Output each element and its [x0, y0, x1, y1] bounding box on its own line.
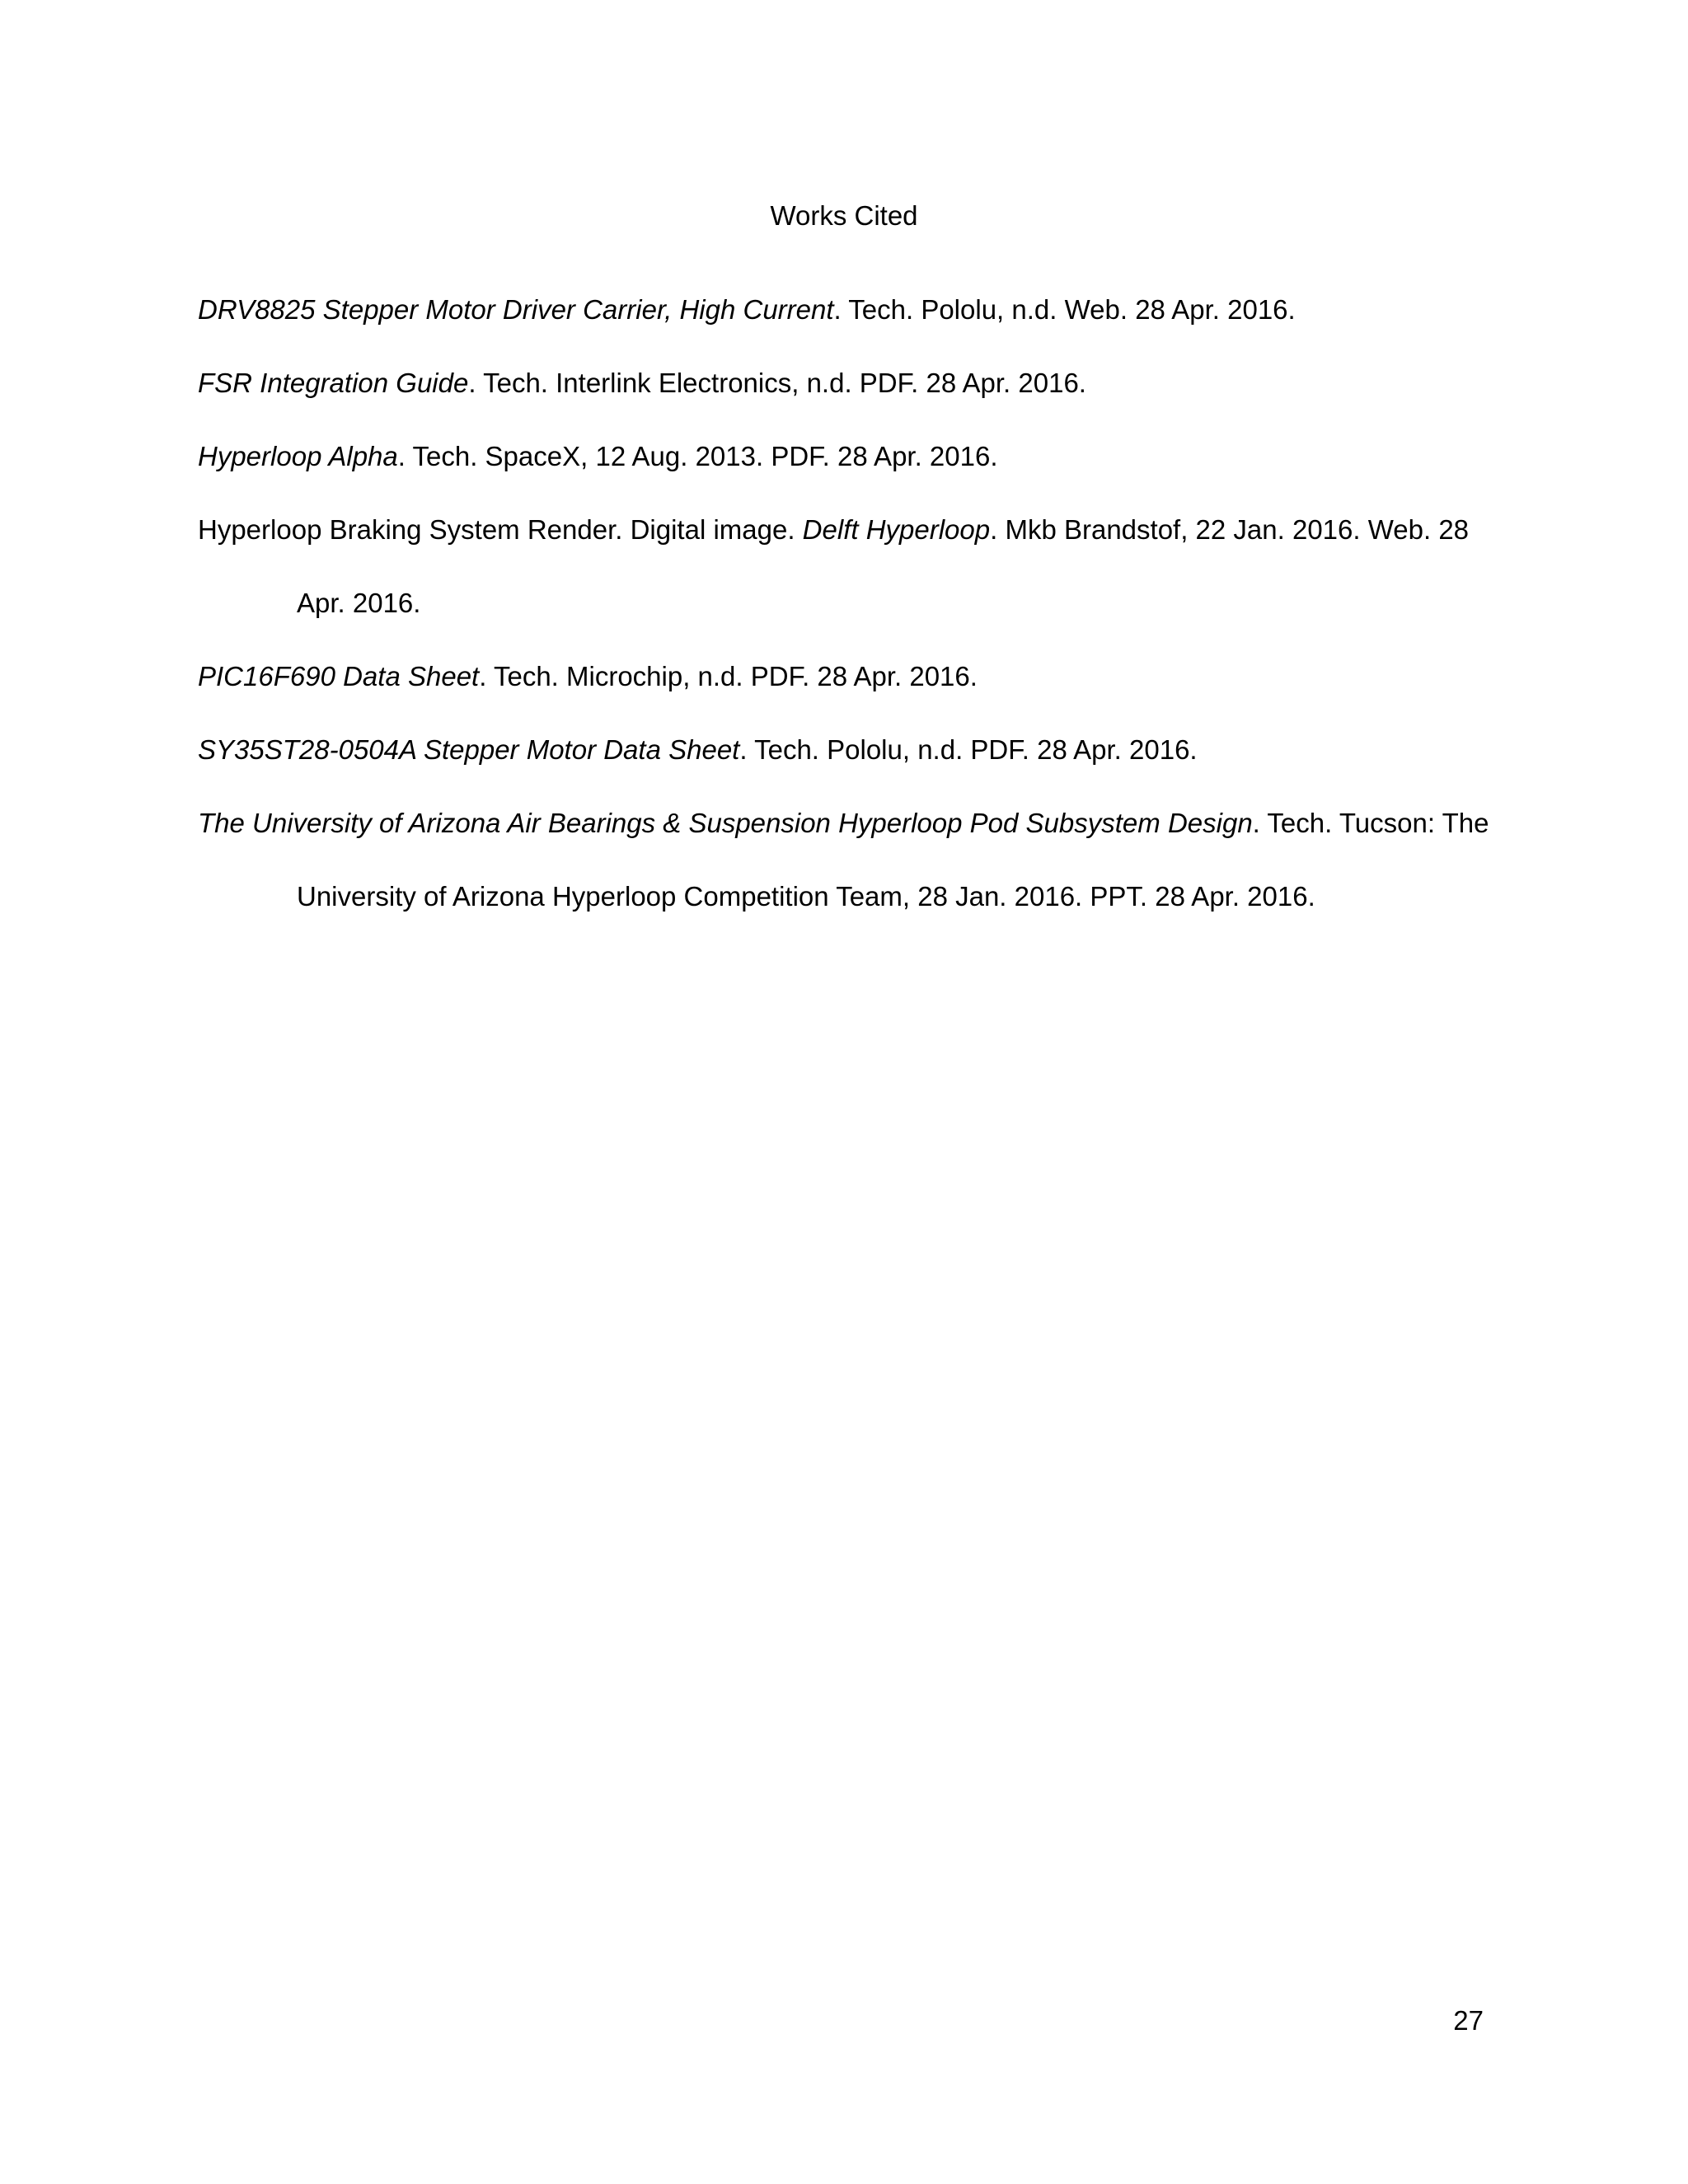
citation-title: Delft Hyperloop	[802, 514, 991, 545]
page-number: 27	[1453, 2005, 1484, 2036]
citation-entry	[198, 419, 1500, 493]
citation-title: PIC16F690 Data Sheet	[198, 661, 480, 691]
citation-title: SY35ST28-0504A Stepper Motor Data Sheet	[198, 734, 740, 765]
citation-lead: Hyperloop Braking System Render. Digital image.	[198, 514, 803, 545]
citation-rest: . Tech. Pololu, n.d. PDF. 28 Apr. 2016.	[739, 734, 1198, 765]
citation-entry	[198, 493, 1500, 640]
citation-rest: . Tech. SpaceX, 12 Aug. 2013. PDF. 28 Apr. 2016.	[397, 441, 998, 471]
citation-title: The University of Arizona Air Bearings & Suspension Hyperloop Pod Subsystem Design	[198, 808, 1253, 838]
citation-entry	[198, 786, 1500, 933]
citation-entry	[198, 273, 1500, 346]
citation-entry	[198, 640, 1500, 713]
citation-entry	[198, 346, 1500, 419]
works-cited-heading: Works Cited	[770, 200, 918, 231]
citation-rest: . Mkb Brandstof, 22 Jan. 2016. Web. 28 Apr. 2016.	[297, 514, 1470, 618]
citation-title: DRV8825 Stepper Motor Driver Carrier, High Current	[198, 294, 834, 325]
citation-rest: . Tech. Microchip, n.d. PDF. 28 Apr. 2016.	[479, 661, 978, 691]
citation-rest: . Tech. Pololu, n.d. Web. 28 Apr. 2016.	[833, 294, 1296, 325]
citation-title: FSR Integration Guide	[198, 368, 469, 398]
citation-rest: . Tech. Tucson: The University of Arizona Hyperloop Competition Team, 28 Jan. 2016. PPT. 28 Apr. 2016.	[297, 808, 1489, 912]
citation-rest: . Tech. Interlink Electronics, n.d. PDF. 28 Apr. 2016.	[468, 368, 1086, 398]
citation-entry	[198, 713, 1500, 786]
works-cited-list	[198, 273, 1500, 933]
citation-title: Hyperloop Alpha	[198, 441, 398, 471]
